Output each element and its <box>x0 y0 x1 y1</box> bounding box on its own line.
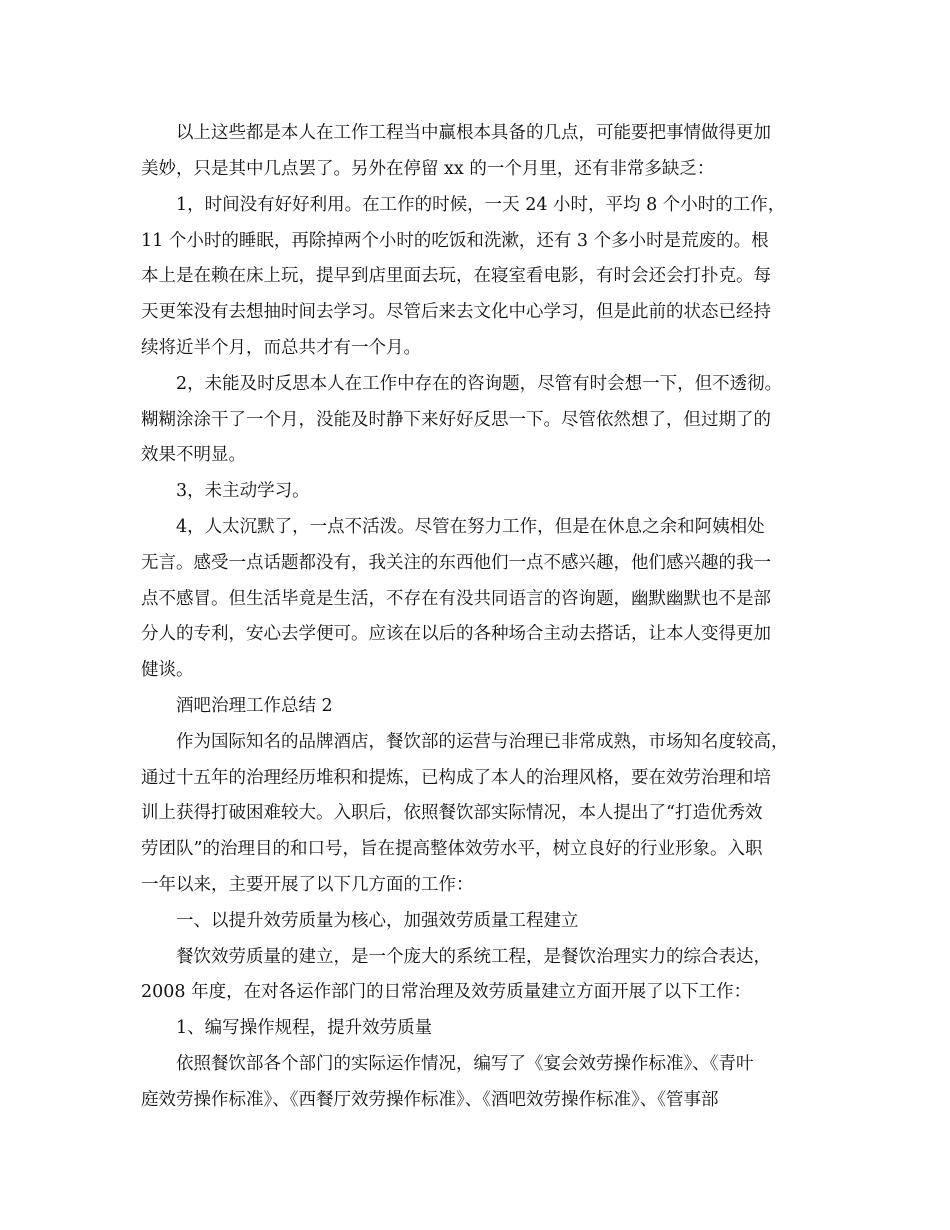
paragraph-line: 作为国际知名的品牌酒店，餐饮部的运营与治理已非常成熟，市场知名度较高， <box>176 732 789 752</box>
paragraph-line: 点不感冒。但生活毕竟是生活，不存在有没共同语言的咨询题，幽默幽默也不是部 <box>141 589 771 609</box>
paragraph-line: 糊糊涂涂干了一个月，没能及时静下来好好反思一下。尽管依然想了，但过期了的 <box>141 410 771 430</box>
paragraph-line: 效果不明显。 <box>141 445 246 465</box>
paragraph-line: 劳团队”的治理目的和口号，旨在提高整体效劳水平，树立良好的行业形象。入职 <box>141 839 763 859</box>
paragraph-line: 分人的专利，安心去学便可。应该在以后的各种场合主动去搭话，让本人变得更加 <box>141 624 771 644</box>
paragraph-line: 健谈。 <box>141 660 194 680</box>
paragraph-line: 以上这些都是本人在工作工程当中赢根本具备的几点，可能要把事情做得更加 <box>176 123 771 143</box>
paragraph-line: 无言。感受一点话题都没有，我关注的东西他们一点不感兴趣，他们感兴趣的我一 <box>141 553 771 573</box>
paragraph-line: 4，人太沉默了，一点不活泼。尽管在努力工作，但是在休息之余和阿姨相处 <box>176 517 765 537</box>
paragraph-line: 美妙，只是其中几点罢了。另外在停留 xx 的一个月里，还有非常多缺乏： <box>141 159 715 179</box>
paragraph-line: 3，未主动学习。 <box>176 481 310 501</box>
paragraph-line: 训上获得打破困难较大。入职后，依照餐饮部实际情况，本人提出了“打造优秀效 <box>141 803 763 823</box>
paragraph-line: 2008 年度，在对各运作部门的日常治理及效劳质量建立方面开展了以下工作： <box>141 982 752 1002</box>
paragraph-line: 一年以来，主要开展了以下几方面的工作： <box>141 875 474 895</box>
paragraph-line: 2，未能及时反思本人在工作中存在的咨询题，尽管有时会想一下，但不透彻。 <box>176 374 783 394</box>
paragraph-line: 依照餐饮部各个部门的实际运作情况，编写了《宴会效劳操作标准》、《青叶 <box>176 1054 754 1074</box>
paragraph-line: 续将近半个月，而总共才有一个月。 <box>141 338 421 358</box>
paragraph-line: 餐饮效劳质量的建立，是一个庞大的系统工程，是餐饮治理实力的综合表达， <box>176 947 771 967</box>
paragraph-line: 庭效劳操作标准》、《西餐厅效劳操作标准》、《酒吧效劳操作标准》、《管事部 <box>141 1090 719 1110</box>
paragraph-line: 11 个小时的睡眠，再除掉两个小时的吃饭和洗漱，还有 3 个多小时是荒废的。根 <box>141 231 769 251</box>
paragraph-line: 通过十五年的治理经历堆积和提炼，已构成了本人的治理风格，要在效劳治理和培 <box>141 768 771 788</box>
section-heading: 1、编写操作规程，提升效劳质量 <box>176 1018 433 1038</box>
paragraph-line: 1，时间没有好好利用。在工作的时候，一天 24 小时，平均 8 个小时的工作， <box>176 195 786 215</box>
section-heading: 酒吧治理工作总结 2 <box>176 696 333 716</box>
section-heading: 一、以提升效劳质量为核心，加强效劳质量工程建立 <box>176 911 579 931</box>
paragraph-line: 本上是在赖在床上玩，提早到店里面去玩，在寝室看电影，有时会还会打扑克。每 <box>141 266 771 286</box>
paragraph-line: 天更笨没有去想抽时间去学习。尽管后来去文化中心学习，但是此前的状态已经持 <box>141 302 771 322</box>
